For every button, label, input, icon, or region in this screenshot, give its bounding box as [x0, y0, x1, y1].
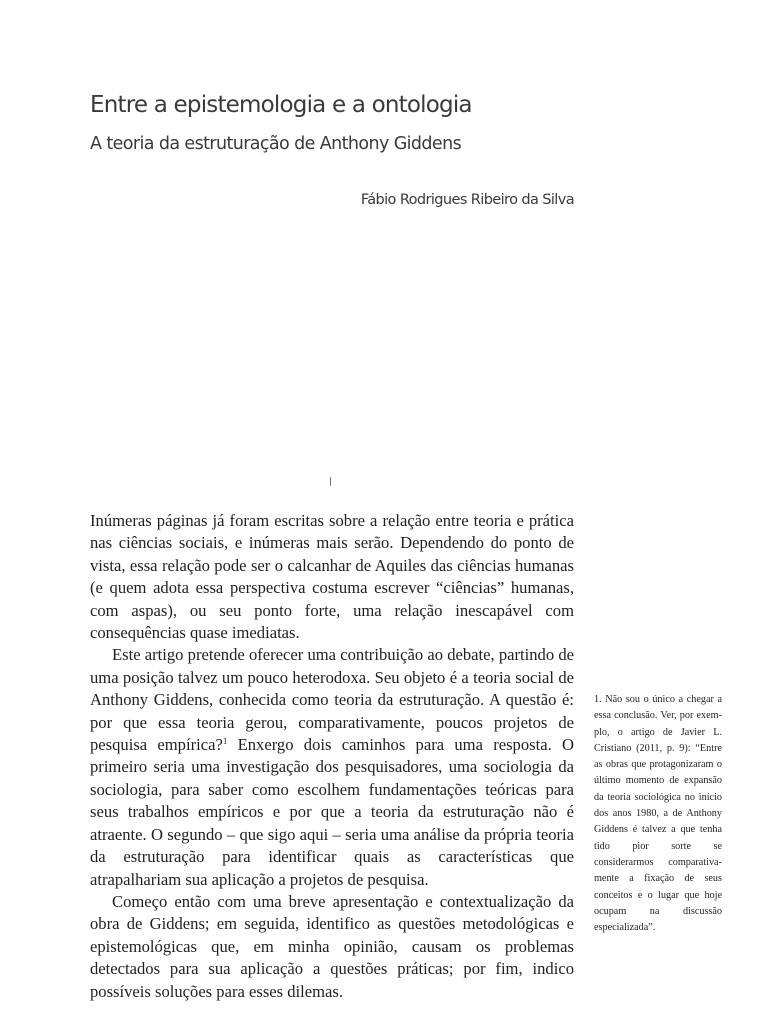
footnote-text: 1. Não sou o único a chegar a essa conclusão. Ver, por exemplo, o artigo de Javier L. Cristiano (2011, p. 9): “Entre as obras que protagonizaram o último momento de expansão da teoria sociológica no início dos anos 1980, a de Anthony Giddens é talvez a que tenha tido pior sorte se considerarmos comparativamente a fixação de seus conceitos e o lugar que hoje ocupam na discussão especializada”.: [594, 694, 722, 934]
article-subtitle: A teoria da estruturação de Anthony Giddens: [90, 134, 462, 154]
body-paragraph: [90, 644, 574, 890]
sidenote: [594, 692, 722, 936]
article-body: [90, 510, 574, 1003]
body-paragraph: Começo então com uma breve apresentação e contextualização da obra de Giddens; em seguida, identifico as questões metodológicas e epistemológicas que, em minha opinião, causam os problemas detectados para sua aplicação a questões práticas; por fim, indico possíveis soluções para esses dilemas.: [90, 891, 574, 1001]
section-divider: [330, 477, 331, 486]
footnote-reference[interactable]: 1: [222, 736, 228, 747]
author-name: Fábio Rodrigues Ribeiro da Silva: [360, 192, 574, 208]
body-paragraph-text: Este artigo pretende oferecer uma contribuição ao debate, partindo de uma posição talvez um pouco heterodoxa. Seu objeto é a teoria social de Anthony Giddens, conhecida como teoria da estruturação. A questão é: por que essa teoria gerou, comparativamente, poucos projetos de pesquisa empírica?: [90, 645, 574, 755]
body-paragraph: Inúmeras páginas já foram escritas sobre a relação entre teoria e prática nas ciências sociais, e inúmeras mais serão. Dependendo do ponto de vista, essa relação pode ser o calcanhar de Aquiles das ciências humanas (e quem adota essa perspectiva costuma escrever “ciências” humanas, com aspas), ou seu ponto forte, uma relação inescapável com consequências quase imediatas.: [90, 511, 574, 643]
article-title: Entre a epistemologia e a ontologia: [90, 92, 472, 118]
body-paragraph-text: Enxergo dois caminhos para uma resposta. O primeiro seria uma investigação dos pesquisadores, uma sociologia da sociologia, para saber como escolhem fundamentações teóricas para seus trabalhos empíricos e por que a teoria da estruturação não é atraente. O segundo – que sigo aqui – seria uma análise da própria teoria da estruturação para identificar quais as características que atrapalhariam sua aplicação a projetos de pesquisa.: [90, 735, 574, 889]
